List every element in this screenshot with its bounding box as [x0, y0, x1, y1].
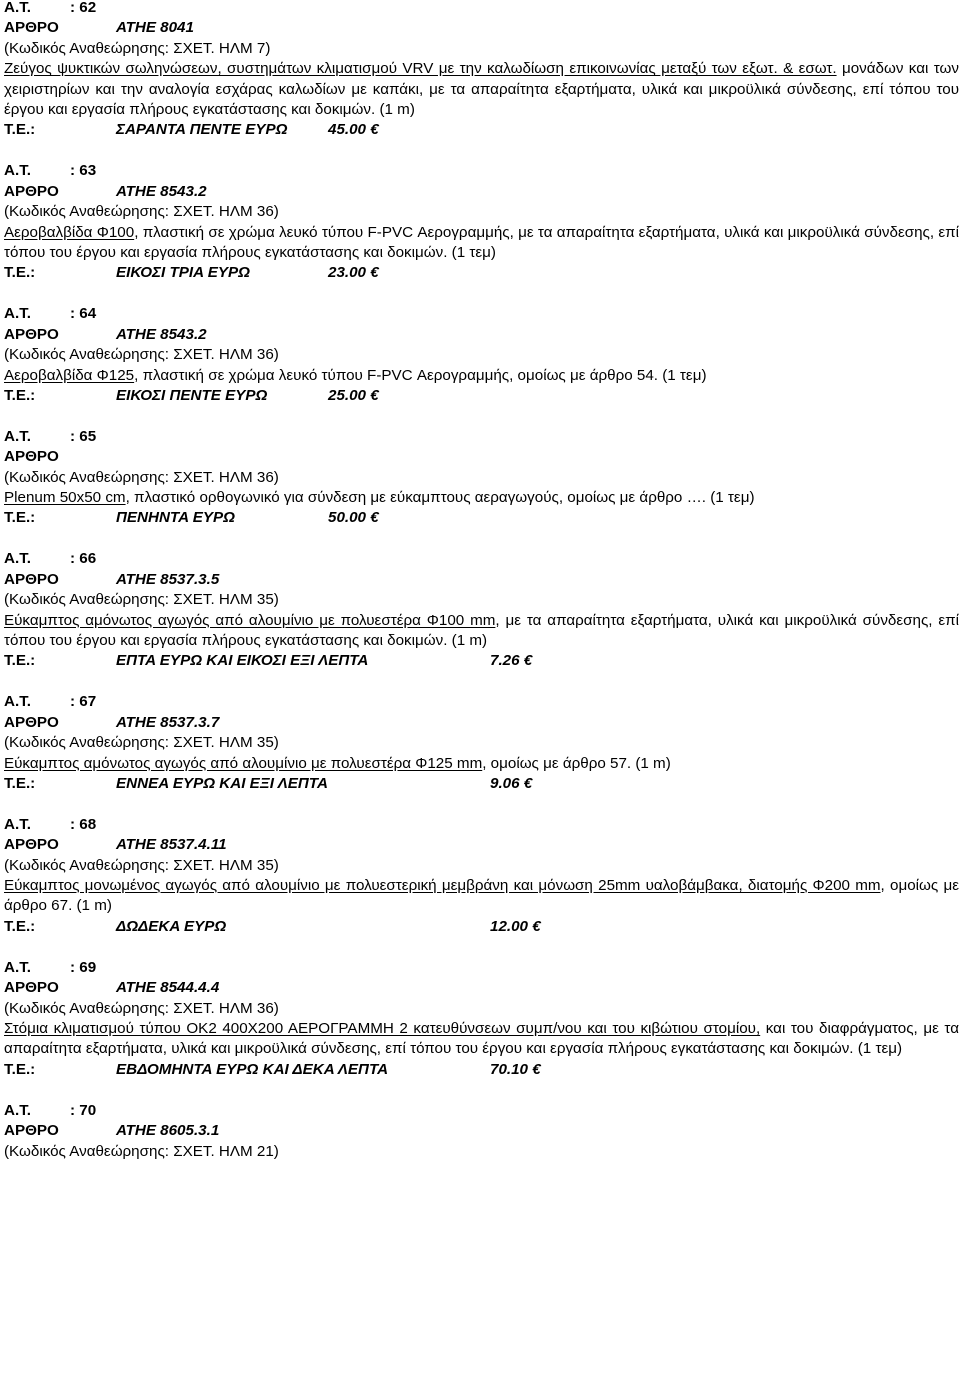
article-line [4, 182, 959, 202]
article-label: ΑΡΘΡΟ [4, 19, 59, 37]
at-number: : 63 [70, 162, 97, 180]
description-text: και του διαφράγματος, με τα απαραίτητα εξαρτήματα, υλικά και μικροϋλικά σύνδεσης, επί τόπου του έργου και εργασία πλήρους εγκατάστασης και δοκιμών. (1 τεμ) [4, 1019, 959, 1058]
revision-code: (Κωδικός Αναθεώρησης: ΣΧΕΤ. ΗΛΜ 35) [4, 856, 279, 874]
article-label: ΑΡΘΡΟ [4, 325, 59, 343]
article-line [4, 713, 959, 733]
description-text: , ομοίως με άρθρο 67. (1 m) [4, 877, 959, 915]
entry-70 [4, 1101, 959, 1162]
revision-code: (Κωδικός Αναθεώρησης: ΣΧΕΤ. ΗΛΜ 7) [4, 39, 271, 57]
article-line [4, 835, 959, 855]
article-line [4, 978, 959, 998]
article-code: ΑΤΗΕ 8537.4.11 [116, 836, 227, 854]
price-line [4, 774, 959, 794]
article-line [4, 570, 959, 590]
price-in-words: ΕΙΚΟΣΙ ΠΕΝΤΕ ΕΥΡΩ [116, 386, 268, 404]
price-line [4, 651, 959, 671]
price-line [4, 386, 959, 406]
revision-code: (Κωδικός Αναθεώρησης: ΣΧΕΤ. ΗΛΜ 36) [4, 346, 279, 364]
at-label: Α.Τ. [4, 0, 32, 16]
entry-65 [4, 427, 959, 550]
entry-66 [4, 549, 959, 692]
at-label: Α.Τ. [4, 1101, 32, 1119]
at-number: : 66 [70, 550, 97, 568]
article-label: ΑΡΘΡΟ [4, 570, 59, 588]
at-line [4, 958, 959, 978]
at-label: Α.Τ. [4, 162, 32, 180]
price-line [4, 120, 959, 140]
price-value: 70.10 € [490, 1060, 541, 1078]
price-line [4, 263, 959, 283]
price-label: Τ.Ε.: [4, 1060, 36, 1078]
article-line [4, 325, 959, 345]
description-underlined: Εύκαμπτος αμόνωτος αγωγός από αλουμίνιο με πολυεστέρα Φ100 mm [4, 611, 496, 629]
at-label: Α.Τ. [4, 693, 32, 711]
price-line [4, 508, 959, 528]
price-label: Τ.Ε.: [4, 652, 36, 670]
entry-63 [4, 161, 959, 304]
price-label: Τ.Ε.: [4, 121, 36, 139]
at-line [4, 161, 959, 181]
article-label: ΑΡΘΡΟ [4, 836, 59, 854]
description-text: μονάδων και των χειριστηρίων και την αναλογία εσχάρας καλωδίων με καπάκι, με τα απαραίτητα εξαρτήματα, υλικά και μικροϋλικά σύνδεσης, επί τόπου του έργου και εργασία πλήρους εγκατάστασης και δοκιμών. (1 m) [4, 60, 959, 119]
item-description [4, 611, 959, 652]
article-line [4, 18, 959, 38]
price-value: 45.00 € [328, 121, 379, 139]
article-label: ΑΡΘΡΟ [4, 448, 59, 466]
article-code: ΑΤΗΕ 8537.3.5 [116, 570, 220, 588]
article-label: ΑΡΘΡΟ [4, 979, 59, 997]
description-underlined: Εύκαμπτος μονωμένος αγωγός από αλουμίνιο με πολυεστερική μεμβράνη και μόνωση 25mm υαλοβάμβακα, διατομής Φ200 mm [4, 877, 881, 895]
article-code: ΑΤΗΕ 8605.3.1 [116, 1122, 220, 1140]
price-line [4, 1060, 959, 1080]
revision-code: (Κωδικός Αναθεώρησης: ΣΧΕΤ. ΗΛΜ 36) [4, 468, 279, 486]
revision-code: (Κωδικός Αναθεώρησης: ΣΧΕΤ. ΗΛΜ 21) [4, 1142, 279, 1160]
description-underlined: Ζεύγος ψυκτικών σωληνώσεων, συστημάτων κλιματισμού VRV με την καλωδίωση επικοινωνίας μεταξύ των εξωτ. & εσωτ. [4, 60, 837, 78]
article-code: ΑΤΗΕ 8543.2 [116, 182, 207, 200]
item-description [4, 366, 959, 386]
at-line [4, 692, 959, 712]
price-in-words: ΕΒΔΟΜΗΝΤΑ ΕΥΡΩ ΚΑΙ ΔΕΚΑ ΛΕΠΤΑ [116, 1060, 389, 1078]
item-description [4, 754, 959, 774]
entry-62 [4, 0, 959, 161]
price-value: 9.06 € [490, 774, 533, 792]
description-text: , με τα απαραίτητα εξαρτήματα, υλικά και μικροϋλικά σύνδεσης, επί τόπου του έργου και εργασία πλήρους εγκατάστασης και δοκιμών. (1 m) [4, 611, 959, 649]
at-line [4, 1101, 959, 1121]
at-number: : 68 [70, 815, 97, 833]
at-number: : 62 [70, 0, 97, 16]
item-description [4, 488, 959, 508]
price-in-words: ΕΠΤΑ ΕΥΡΩ ΚΑΙ ΕΙΚΟΣΙ ΕΞΙ ΛΕΠΤΑ [116, 652, 369, 670]
description-underlined: Εύκαμπτος αμόνωτος αγωγός από αλουμίνιο με πολυεστέρα Φ125 mm [4, 754, 483, 772]
description-underlined: Αεροβαλβίδα Φ100 [4, 223, 135, 241]
article-line [4, 447, 959, 467]
price-in-words: ΕΝΝΕΑ ΕΥΡΩ ΚΑΙ ΕΞΙ ΛΕΠΤΑ [116, 774, 328, 792]
description-underlined: Plenum 50x50 cm [4, 489, 126, 507]
price-line [4, 917, 959, 937]
price-in-words: ΣΑΡΑΝΤΑ ΠΕΝΤΕ ΕΥΡΩ [116, 121, 288, 139]
at-number: : 69 [70, 958, 97, 976]
description-text: , ομοίως με άρθρο 57. (1 m) [482, 754, 671, 772]
description-text: , πλαστική σε χρώμα λευκό τύπου F-PVC Αερογραμμής, ομοίως με άρθρο 54. (1 τεμ) [134, 366, 707, 384]
price-in-words: ΔΩΔΕΚΑ ΕΥΡΩ [116, 917, 227, 935]
price-in-words: ΕΙΚΟΣΙ ΤΡΙΑ ΕΥΡΩ [116, 264, 250, 282]
article-code: ΑΤΗΕ 8537.3.7 [116, 713, 220, 731]
item-description [4, 59, 959, 120]
at-line [4, 549, 959, 569]
revision-code: (Κωδικός Αναθεώρησης: ΣΧΕΤ. ΗΛΜ 35) [4, 734, 279, 752]
revision-code: (Κωδικός Αναθεώρησης: ΣΧΕΤ. ΗΛΜ 36) [4, 203, 279, 221]
entry-64 [4, 304, 959, 427]
price-label: Τ.Ε.: [4, 386, 36, 404]
at-number: : 67 [70, 693, 97, 711]
revision-code: (Κωδικός Αναθεώρησης: ΣΧΕΤ. ΗΛΜ 36) [4, 999, 279, 1017]
price-value: 23.00 € [328, 264, 379, 282]
at-label: Α.Τ. [4, 815, 32, 833]
price-value: 25.00 € [328, 386, 379, 404]
at-line [4, 815, 959, 835]
article-code: ΑΤΗΕ 8543.2 [116, 325, 207, 343]
article-label: ΑΡΘΡΟ [4, 182, 59, 200]
at-line [4, 0, 959, 18]
price-label: Τ.Ε.: [4, 509, 36, 527]
price-value: 12.00 € [490, 917, 541, 935]
article-line [4, 1121, 959, 1141]
article-code: ΑΤΗΕ 8544.4.4 [116, 979, 220, 997]
at-number: : 64 [70, 305, 97, 323]
at-label: Α.Τ. [4, 305, 32, 323]
at-line [4, 304, 959, 324]
price-label: Τ.Ε.: [4, 774, 36, 792]
at-label: Α.Τ. [4, 958, 32, 976]
price-label: Τ.Ε.: [4, 917, 36, 935]
item-description [4, 223, 959, 264]
price-value: 50.00 € [328, 509, 379, 527]
article-label: ΑΡΘΡΟ [4, 1122, 59, 1140]
at-line [4, 427, 959, 447]
price-label: Τ.Ε.: [4, 264, 36, 282]
item-description [4, 876, 959, 917]
entry-69 [4, 958, 959, 1101]
description-underlined: Αεροβαλβίδα Φ125 [4, 366, 135, 384]
at-label: Α.Τ. [4, 427, 32, 445]
at-label: Α.Τ. [4, 550, 32, 568]
item-description [4, 1019, 959, 1060]
document-page [4, 0, 959, 1162]
article-code: ΑΤΗΕ 8041 [116, 19, 194, 37]
article-label: ΑΡΘΡΟ [4, 713, 59, 731]
entry-67 [4, 692, 959, 815]
at-number: : 65 [70, 427, 97, 445]
entry-68 [4, 815, 959, 958]
price-in-words: ΠΕΝΗΝΤΑ ΕΥΡΩ [116, 509, 235, 527]
price-value: 7.26 € [490, 652, 533, 670]
description-text: , πλαστική σε χρώμα λευκό τύπου F-PVC Αερογραμμής, με τα απαραίτητα εξαρτήματα, υλικά και μικροϋλικά σύνδεσης, επί τόπου του έργου και εργασία πλήρους εγκατάστασης και δοκιμών. (1 τεμ) [4, 223, 959, 261]
at-number: : 70 [70, 1101, 97, 1119]
description-underlined: Στόμια κλιματισμού τύπου ΟΚ2 400Χ200 ΑΕΡΟΓΡΑΜΜΗ 2 κατευθύνσεων συμπ/νου και του κιβώτιου στομίου, [4, 1019, 761, 1037]
revision-code: (Κωδικός Αναθεώρησης: ΣΧΕΤ. ΗΛΜ 35) [4, 591, 279, 609]
description-text: , πλαστικό ορθογωνικό για σύνδεση με εύκαμπτους αεραγωγούς, ομοίως με άρθρο …. (1 τεμ) [125, 489, 755, 507]
